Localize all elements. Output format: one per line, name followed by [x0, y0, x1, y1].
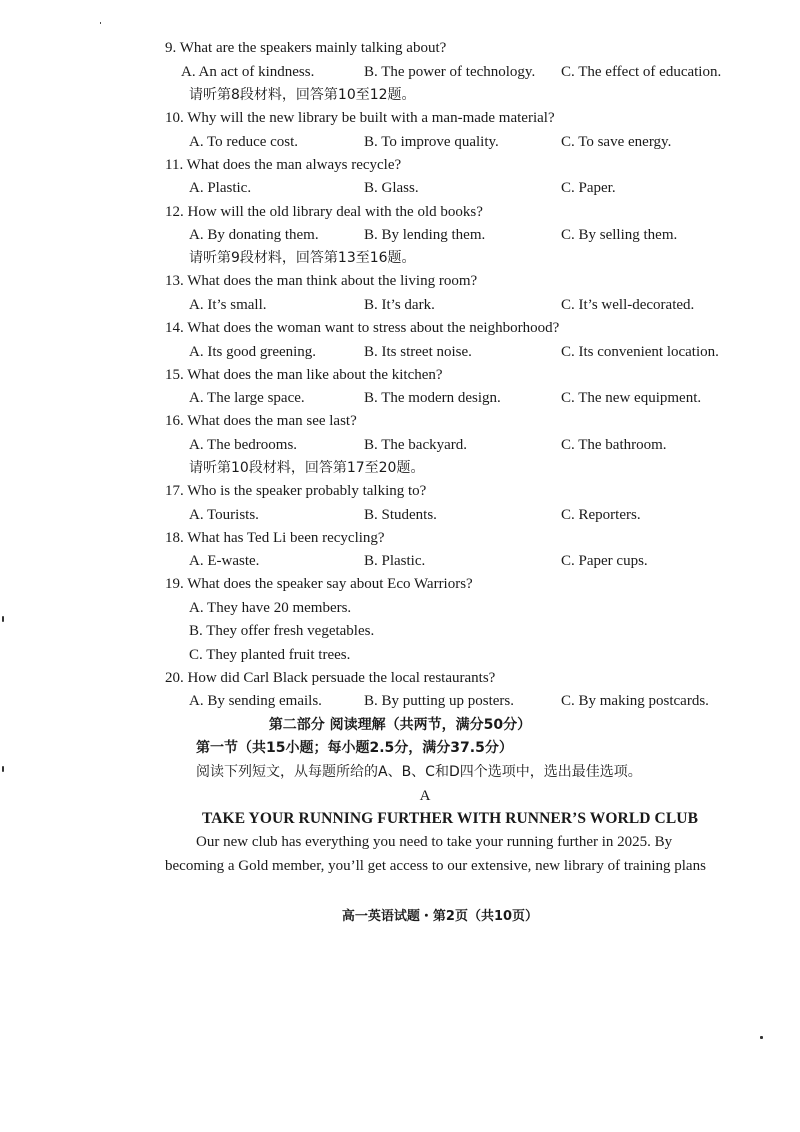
question-9-option-c: C. The effect of education.	[561, 64, 722, 80]
question-10-option-c: C. To save energy.	[561, 134, 672, 150]
scan-speck	[2, 616, 4, 622]
question-17-stem: 17. Who is the speaker probably talking to?	[165, 483, 427, 499]
passage-line-2: becoming a Gold member, you’ll get access to our extensive, new library of training plans	[165, 858, 706, 874]
listening-instruction-material-8: 请听第8段材料，回答第10至12题。	[189, 87, 416, 103]
question-12-option-a: A. By donating them.	[189, 227, 319, 243]
listening-instruction-material-9: 请听第9段材料，回答第13至16题。	[189, 250, 416, 266]
question-12-option-c: C. By selling them.	[561, 227, 678, 243]
scan-speck	[760, 1036, 763, 1039]
passage-title: TAKE YOUR RUNNING FURTHER WITH RUNNER’S WORLD CLUB	[201, 810, 699, 827]
question-17-option-a: A. Tourists.	[189, 507, 259, 523]
question-19-option-a: A. They have 20 members.	[189, 600, 352, 616]
question-14-option-b: B. Its street noise.	[364, 344, 472, 360]
listening-instruction-material-10: 请听第10段材料，回答第17至20题。	[189, 460, 425, 476]
question-15-stem: 15. What does the man like about the kitchen?	[165, 367, 443, 383]
question-11-option-b: B. Glass.	[364, 180, 419, 196]
question-17-option-b: B. Students.	[364, 507, 437, 523]
question-15-option-b: B. The modern design.	[364, 390, 501, 406]
question-13-option-a: A. It’s small.	[189, 297, 267, 313]
question-19-stem: 19. What does the speaker say about Eco Warriors?	[165, 576, 473, 592]
question-18-stem: 18. What has Ted Li been recycling?	[165, 530, 385, 546]
passage-line-1: Our new club has everything you need to take your running further in 2025. By	[196, 834, 673, 850]
question-12-option-b: B. By lending them.	[364, 227, 486, 243]
question-18-option-b: B. Plastic.	[364, 553, 426, 569]
question-20-option-c: C. By making postcards.	[561, 693, 709, 709]
reading-directions: 阅读下列短文，从每题所给的A、B、C和D四个选项中，选出最佳选项。	[196, 764, 642, 780]
question-11-option-a: A. Plastic.	[189, 180, 252, 196]
question-16-option-a: A. The bedrooms.	[189, 437, 298, 453]
question-9-option-b: B. The power of technology.	[364, 64, 536, 80]
question-14-option-c: C. Its convenient location.	[561, 344, 719, 360]
question-13-option-c: C. It’s well-decorated.	[561, 297, 695, 313]
question-16-option-c: C. The bathroom.	[561, 437, 667, 453]
scan-speck	[100, 22, 101, 24]
question-9-option-a: A. An act of kindness.	[181, 64, 315, 80]
question-17-option-c: C. Reporters.	[561, 507, 641, 523]
question-11-option-c: C. Paper.	[561, 180, 616, 196]
question-16-stem: 16. What does the man see last?	[165, 413, 357, 429]
page-footer: 高一英语试题・第2页（共10页）	[341, 909, 539, 924]
question-19-option-c: C. They planted fruit trees.	[189, 647, 351, 663]
question-18-option-c: C. Paper cups.	[561, 553, 648, 569]
question-20-option-b: B. By putting up posters.	[364, 693, 515, 709]
part-2-heading: 第二部分 阅读理解（共两节，满分50分）	[268, 717, 532, 733]
question-16-option-b: B. The backyard.	[364, 437, 468, 453]
question-12-stem: 12. How will the old library deal with the old books?	[165, 204, 483, 220]
question-18-option-a: A. E-waste.	[189, 553, 260, 569]
question-13-option-b: B. It’s dark.	[364, 297, 435, 313]
question-10-stem: 10. Why will the new library be built with a man-made material?	[165, 110, 555, 126]
question-14-stem: 14. What does the woman want to stress about the neighborhood?	[165, 320, 560, 336]
question-15-option-c: C. The new equipment.	[561, 390, 702, 406]
scan-speck	[2, 766, 4, 772]
passage-label: A	[419, 788, 431, 804]
question-10-option-b: B. To improve quality.	[364, 134, 499, 150]
question-20-stem: 20. How did Carl Black persuade the local restaurants?	[165, 670, 496, 686]
question-10-option-a: A. To reduce cost.	[189, 134, 299, 150]
question-15-option-a: A. The large space.	[189, 390, 305, 406]
question-19-option-b: B. They offer fresh vegetables.	[189, 623, 375, 639]
question-9-stem: 9. What are the speakers mainly talking about?	[165, 40, 447, 56]
question-13-stem: 13. What does the man think about the living room?	[165, 273, 478, 289]
question-20-option-a: A. By sending emails.	[189, 693, 322, 709]
section-1-heading: 第一节（共15小题；每小题2.5分，满分37.5分）	[196, 740, 513, 756]
question-14-option-a: A. Its good greening.	[189, 344, 317, 360]
question-11-stem: 11. What does the man always recycle?	[165, 157, 402, 173]
